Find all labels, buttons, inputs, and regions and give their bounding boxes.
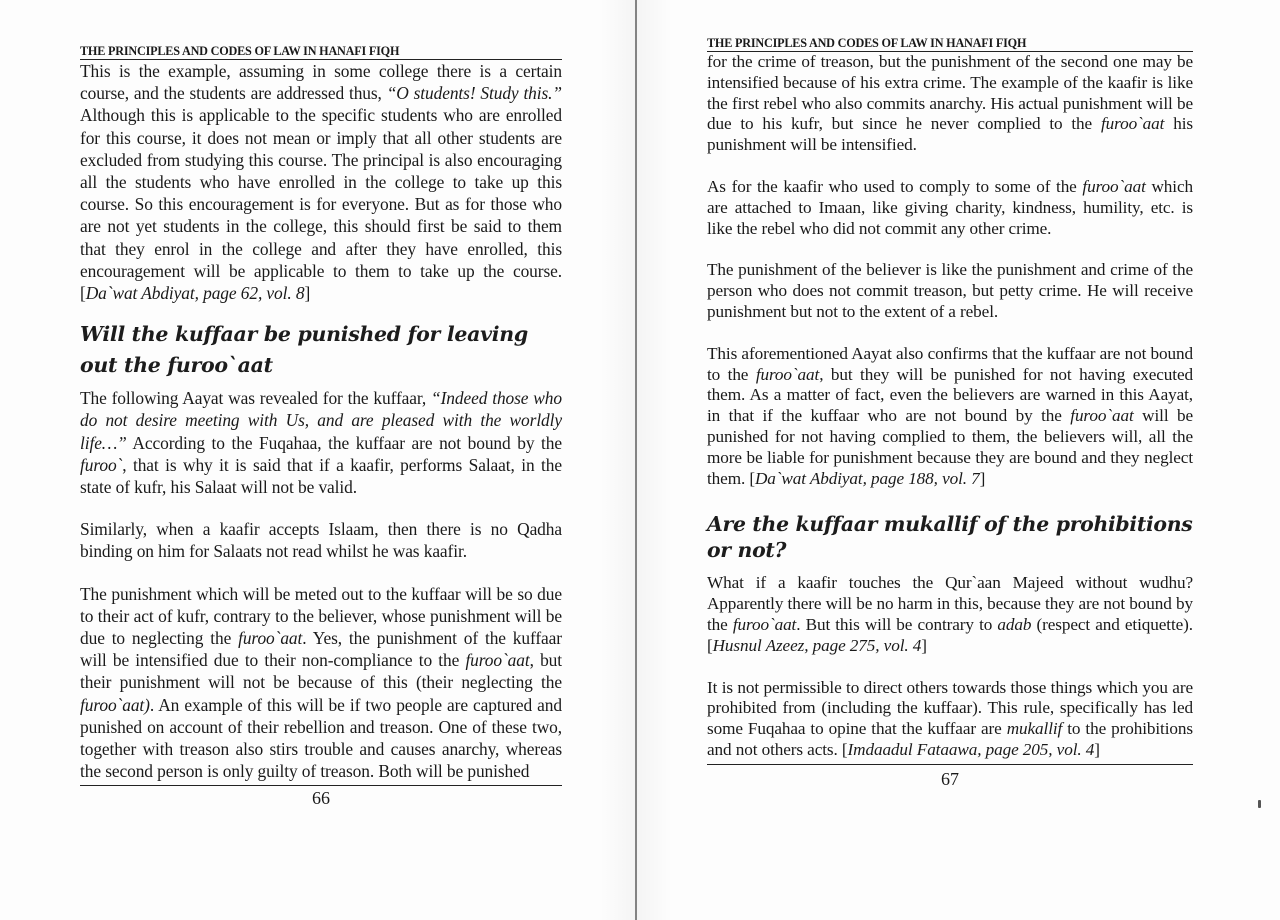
text-run: This aforementioned Aayat also confirms that the kuffaar are not bound to the — [707, 343, 1193, 384]
page-number: 66 — [312, 788, 330, 809]
text-run: ] — [304, 283, 311, 304]
paragraph — [707, 573, 1193, 656]
footer-rule — [707, 764, 1193, 765]
text-run: What if a kaafir touches the Qur`aan Majeed without wudhu? Apparently there will be no harm in this, because they are not bound by the — [707, 573, 1193, 634]
text-run: will be punished for not having complied to them, the believers will, all the more be liable for punishment because they are bound and they neglect them. [ — [707, 406, 1193, 488]
gutter-shadow — [637, 0, 672, 920]
text-run: (respect and etiquette). [ — [707, 614, 1193, 655]
text-run: for the crime of treason, but the punishment of the second one may be intensified because of his extra crime. The example of the kaafir is like the first rebel who also commits anarchy. His actual punishment will be due to his kufr, but since he never complied to the — [707, 52, 1193, 134]
paragraph — [80, 583, 562, 783]
text-run: It is not permissible to direct others towards those things which you are prohibited from (including the kuffaar). This rule, specifically has led some Fuqahaa to opine that the kuffaar are — [707, 677, 1193, 739]
quote: “Indeed those who do not desire meeting with Us, and are pleased with the worldly life…” — [80, 388, 562, 453]
text-run: , that is why it is said that if a kaafir, performs Salaat, in the state of kufr, his Salaat will not be valid. — [80, 454, 562, 498]
page-body — [707, 52, 1193, 489]
term: furoo` — [80, 454, 123, 475]
book-gutter — [635, 0, 637, 920]
term: furoo`aat) — [80, 694, 150, 715]
text-run: . Yes, the punishment of the kuffaar will be intensified due to their non-compliance to the — [80, 628, 562, 671]
text-run: ] — [979, 468, 986, 488]
text-run: his punishment will be intensified. — [707, 114, 1193, 155]
text-run: According to the Fuqahaa, the kuffaar are not bound by the — [126, 432, 562, 453]
paragraph — [707, 344, 1193, 490]
text-run: Although this is applicable to the specific students who are enrolled for this course, it does not mean or imply that all other students are excluded from studying this course. The principal is also encouraging all the students who have enrolled in the college to take up this course. So this encouragement is for everyone. But as for those who are not yet students in the college, this should first be said to them that they enrol in the college and after they have enrolled, this encouragement will be applicable to them to take up the course. [ — [80, 105, 562, 304]
term: furoo`aat — [1100, 114, 1165, 134]
term: furoo`aat — [1082, 176, 1146, 196]
text-run: This is the example, assuming in some college there is a certain course, and the students are addressed thus, — [80, 61, 562, 104]
term: furoo`aat — [732, 614, 797, 634]
page-body — [80, 387, 562, 782]
term: furoo`aat — [755, 364, 820, 384]
paragraph: The punishment of the believer is like the punishment and crime of the person who does not commit treason, but petty crime. He will receive punishment but not to the extent of a rebel. — [707, 260, 1193, 321]
gutter-shadow — [600, 0, 635, 920]
running-head: THE PRINCIPLES AND CODES OF LAW IN HANAFI FIQH — [80, 44, 562, 60]
page-edge-mark — [1258, 800, 1261, 808]
left-page — [80, 44, 562, 809]
text-run: The following Aayat was revealed for the kuffaar, — [80, 388, 432, 409]
text-run: ] — [921, 635, 927, 655]
paragraph — [707, 177, 1193, 239]
quote: “O students! Study this.” — [386, 83, 562, 104]
citation: Da`wat Abdiyat, page 62, vol. 8 — [85, 283, 305, 304]
running-head: THE PRINCIPLES AND CODES OF LAW IN HANAFI FIQH — [707, 36, 1193, 52]
term: adab — [997, 614, 1032, 634]
paragraph — [80, 387, 562, 498]
text-run: , but they will be punished for not having executed them. As a matter of fact, even the believers are warned in this Aayat, in that if the kuffaar who are not bound by the — [707, 364, 1193, 426]
text-run: . An example of this will be if two people are captured and punished on account of their rebellion and treason. One of these two, together with treason also stirs trouble and causes anarchy, whereas the second person is only guilty of treason. Both will be punished — [80, 694, 562, 782]
text-run: , but their punishment will not be because of this (their neglecting the — [80, 650, 562, 693]
right-page — [707, 36, 1193, 790]
footer-rule — [80, 785, 562, 786]
citation: Imdaadul Fataawa, page 205, vol. 4 — [847, 739, 1095, 759]
text-run: ] — [1094, 739, 1100, 759]
term: furoo`aat — [238, 628, 303, 649]
term: furoo`aat — [1070, 406, 1134, 426]
section-heading: Will the kuffaar be punished for leaving out the furoo`aat — [80, 322, 528, 378]
paragraph — [707, 52, 1193, 156]
page-number: 67 — [941, 768, 959, 789]
paragraph — [707, 678, 1193, 761]
paragraph: Similarly, when a kaafir accepts Islaam, then there is no Qadha binding on him for Salaats not read whilst he was kaafir. — [80, 519, 562, 562]
page-body — [707, 573, 1193, 760]
text-run: to the prohibitions and not others acts. [ — [707, 719, 1193, 759]
term: furoo`aat — [465, 650, 530, 671]
citation: Husnul Azeez, page 275, vol. 4 — [712, 635, 922, 655]
paragraph — [80, 60, 562, 304]
term: mukallif — [1006, 719, 1063, 739]
citation: Da`wat Abdiyat, page 188, vol. 7 — [754, 468, 980, 488]
text-run: . But this will be contrary to — [796, 614, 998, 634]
text-run: which are attached to Imaan, like giving charity, kindness, humility, etc. is like the rebel who did not commit any other crime. — [707, 176, 1193, 238]
page-body — [80, 60, 562, 304]
section-heading: Are the kuffaar mukallif of the prohibitions or not? — [707, 512, 1193, 563]
text-run: As for the kaafir who used to comply to some of the — [707, 176, 1083, 196]
text-run: The punishment which will be meted out to the kuffaar will be so due to their act of kufr, contrary to the believer, whose punishment will be due to neglecting the — [80, 583, 562, 649]
